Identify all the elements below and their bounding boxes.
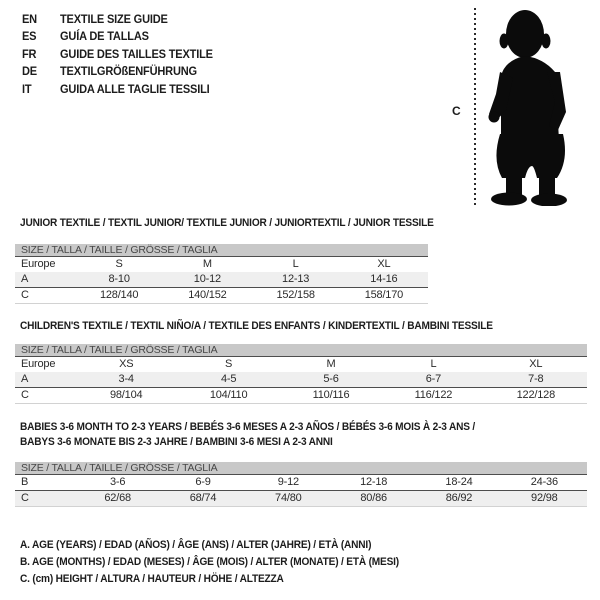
table-row (15, 287, 428, 303)
row-value: M (202, 258, 212, 270)
row-value: XS (119, 358, 134, 370)
baby-toddler-silhouette (487, 8, 593, 206)
language-code: FR (22, 46, 37, 61)
language-row (22, 80, 226, 98)
babies-size-table (15, 462, 587, 507)
row-value: 12-18 (360, 476, 388, 488)
table-row (15, 272, 428, 287)
table-row (15, 257, 428, 272)
row-value: 6-7 (425, 373, 442, 385)
language-title-list (22, 10, 226, 98)
row-value: 9-12 (277, 476, 299, 488)
table-row (15, 372, 587, 387)
row-label: A (21, 273, 29, 285)
table-title-line: BABIES 3-6 MONTH TO 2-3 YEARS / BEBÉS 3-6 MESES A 2-3 AÑOS / BÉBÉS 3-6 MOIS À 2-3 ANS / (20, 421, 476, 433)
row-value: L (292, 258, 299, 270)
row-value: XL (529, 358, 543, 370)
row-label: Europe (21, 358, 56, 370)
row-value: XL (377, 258, 391, 270)
row-value: 128/140 (99, 289, 139, 301)
language-row (22, 28, 226, 46)
table-row (15, 490, 587, 506)
row-value: L (430, 358, 437, 370)
table-row (15, 357, 587, 372)
table-title-line: BABYS 3-6 MONATE BIS 2-3 JAHRE / BAMBINI 3-6 MESI A 2-3 ANNI (20, 436, 333, 448)
size-header-bar: SIZE / TALLA / TAILLE / GRÖSSE / TAGLIA (15, 462, 587, 475)
legend-line: B. AGE (MONTHS) / EDAD (MESES) / ÂGE (MOIS) / ALTER (MONATE) / ETÀ (MESI) (20, 556, 399, 568)
row-value: 18-24 (445, 476, 473, 488)
row-value: 12-13 (282, 273, 310, 285)
table-row (15, 387, 587, 403)
row-label: C (21, 289, 29, 301)
table-title-line: CHILDREN'S TEXTILE / TEXTIL NIÑO/A / TEXTILE DES ENFANTS / KINDERTEXTIL / BAMBINI TESSILE (20, 320, 493, 332)
row-value: 74/80 (275, 492, 302, 504)
row-label: C (21, 389, 29, 401)
row-value: 10-12 (193, 273, 221, 285)
language-code: EN (22, 11, 37, 26)
row-label: B (21, 476, 29, 488)
language-title: TEXTILGRÖßENFÜHRUNG (60, 64, 197, 79)
height-measure-dashed-line (474, 8, 476, 206)
legend-line: C. (cm) HEIGHT / ALTURA / HAUTEUR / HÖHE / ALTEZZA (20, 573, 284, 585)
language-code: IT (22, 81, 32, 96)
row-label: Europe (21, 258, 56, 270)
babies-table-title (20, 420, 515, 450)
row-value: 3-6 (110, 476, 126, 488)
row-value: S (115, 258, 123, 270)
junior-table-title (20, 216, 470, 231)
row-value: 140/152 (188, 289, 227, 301)
language-row (22, 10, 226, 28)
row-value: 152/158 (276, 289, 315, 301)
row-value: 3-4 (118, 373, 134, 385)
size-header-bar: SIZE / TALLA / TAILLE / GRÖSSE / TAGLIA (15, 244, 428, 257)
row-value: 5-6 (323, 373, 339, 385)
language-code: ES (22, 29, 37, 44)
row-value: 80/86 (360, 492, 387, 504)
row-value: 104/110 (209, 389, 248, 401)
children-table-title (20, 319, 534, 334)
row-label: A (21, 373, 29, 385)
row-value: 14-16 (370, 273, 398, 285)
height-measure-label: C (452, 104, 461, 118)
language-title: TEXTILE SIZE GUIDE (60, 11, 168, 26)
row-value: 86/92 (445, 492, 473, 504)
measurement-legend (20, 537, 432, 588)
language-row (22, 63, 226, 81)
row-value: 24-36 (530, 476, 558, 488)
table-title-line: JUNIOR TEXTILE / TEXTIL JUNIOR/ TEXTILE JUNIOR / JUNIORTEXTIL / JUNIOR TESSILE (20, 217, 434, 229)
row-label: C (21, 492, 29, 504)
junior-size-table (15, 244, 428, 304)
language-code: DE (22, 64, 37, 79)
row-value: 8-10 (108, 273, 130, 285)
row-value: 6-9 (195, 476, 211, 488)
children-size-table (15, 344, 587, 404)
table-row (15, 475, 587, 490)
language-title: GUIDE DES TAILLES TEXTILE (60, 46, 213, 61)
language-title: GUIDA ALLE TAGLIE TESSILI (60, 81, 210, 96)
size-header-bar: SIZE / TALLA / TAILLE / GRÖSSE / TAGLIA (15, 344, 587, 357)
row-value: 158/170 (364, 289, 404, 301)
legend-line: A. AGE (YEARS) / EDAD (AÑOS) / ÂGE (ANS) / ALTER (JAHRE) / ETÀ (ANNI) (20, 539, 372, 551)
row-value: 116/122 (414, 389, 453, 401)
language-row (22, 45, 226, 63)
language-title: GUÍA DE TALLAS (60, 29, 149, 44)
row-value: 68/74 (189, 492, 217, 504)
row-value: 7-8 (528, 373, 544, 385)
row-value: S (225, 358, 233, 370)
row-value: 98/104 (109, 389, 143, 401)
row-value: 92/98 (531, 492, 558, 504)
row-value: 62/68 (104, 492, 131, 504)
row-value: 4-5 (220, 373, 237, 385)
row-value: M (326, 358, 336, 370)
row-value: 122/128 (516, 389, 556, 401)
row-value: 110/116 (312, 389, 350, 401)
